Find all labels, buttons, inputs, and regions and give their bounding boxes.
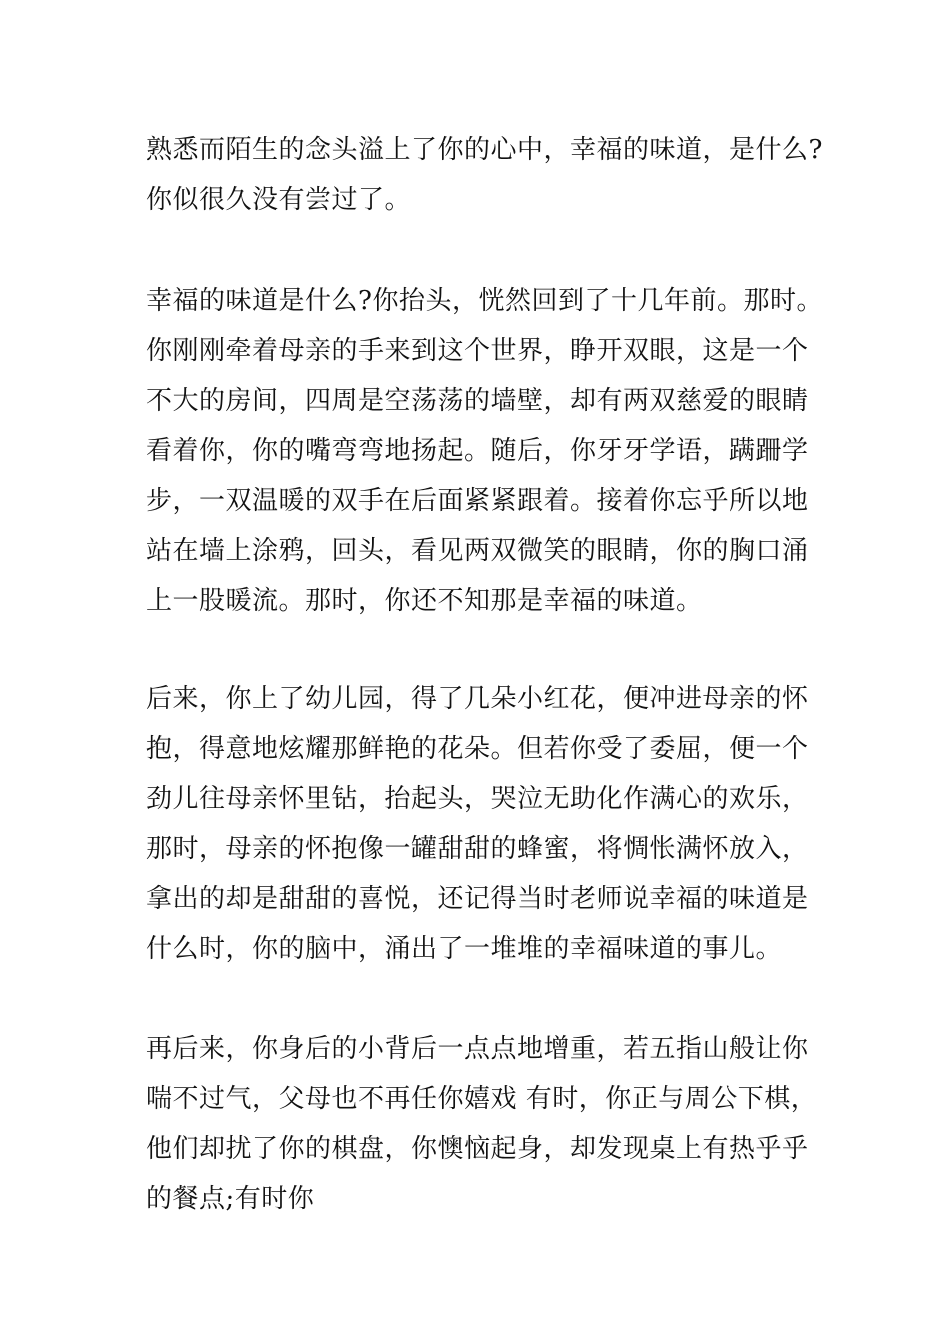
paragraph-1-line-1: 熟悉而陌生的念头溢上了你的心中，幸福的味道，是什么? xyxy=(146,135,823,165)
paragraph-2-line-6: 站在墙上涂鸦，回头，看见两双微笑的眼睛，你的胸口涌 xyxy=(146,536,809,566)
paragraph-2-line-7: 上一股暖流。那时，你还不知那是幸福的味道。 xyxy=(146,586,703,616)
paragraph-3-line-2: 抱，得意地炫耀那鲜艳的花朵。但若你受了委屈，便一个 xyxy=(146,734,809,764)
paragraph-4-line-4: 的餐点;有时你 xyxy=(146,1184,315,1214)
paragraph-2-line-2: 你刚刚牵着母亲的手来到这个世界，睁开双眼，这是一个 xyxy=(146,336,809,366)
paragraph-3-line-6: 什么时，你的脑中，涌出了一堆堆的幸福味道的事儿。 xyxy=(146,934,783,964)
paragraph-4-line-2: 喘不过气，父母也不再任你嬉戏 有时，你正与周公下棋， xyxy=(146,1084,818,1114)
paragraph-2-line-4: 看着你，你的嘴弯弯地扬起。随后，你牙牙学语，蹒跚学 xyxy=(146,436,809,466)
paragraph-3-line-3: 劲儿往母亲怀里钻，抬起头，哭泣无助化作满心的欢乐， xyxy=(146,784,809,814)
paragraph-3-line-5: 拿出的却是甜甜的喜悦，还记得当时老师说幸福的味道是 xyxy=(146,884,809,914)
paragraph-1-line-2: 你似很久没有尝过了。 xyxy=(146,185,412,215)
paragraph-4-line-1: 再后来，你身后的小背后一点点地增重，若五指山般让你 xyxy=(146,1034,809,1064)
paragraph-2-line-3: 不大的房间，四周是空荡荡的墙壁，却有两双慈爱的眼睛 xyxy=(146,386,809,416)
paragraph-2-line-5: 步，一双温暖的双手在后面紧紧跟着。接着你忘乎所以地 xyxy=(146,486,809,516)
paragraph-4-line-3: 他们却扰了你的棋盘，你懊恼起身，却发现桌上有热乎乎 xyxy=(146,1134,809,1164)
paragraph-2-line-1: 幸福的味道是什么?你抬头，恍然回到了十几年前。那时。 xyxy=(146,286,823,316)
paragraph-3-line-4: 那时，母亲的怀抱像一罐甜甜的蜂蜜，将惆怅满怀放入， xyxy=(146,834,809,864)
paragraph-3-line-1: 后来，你上了幼儿园，得了几朵小红花，便冲进母亲的怀 xyxy=(146,684,809,714)
